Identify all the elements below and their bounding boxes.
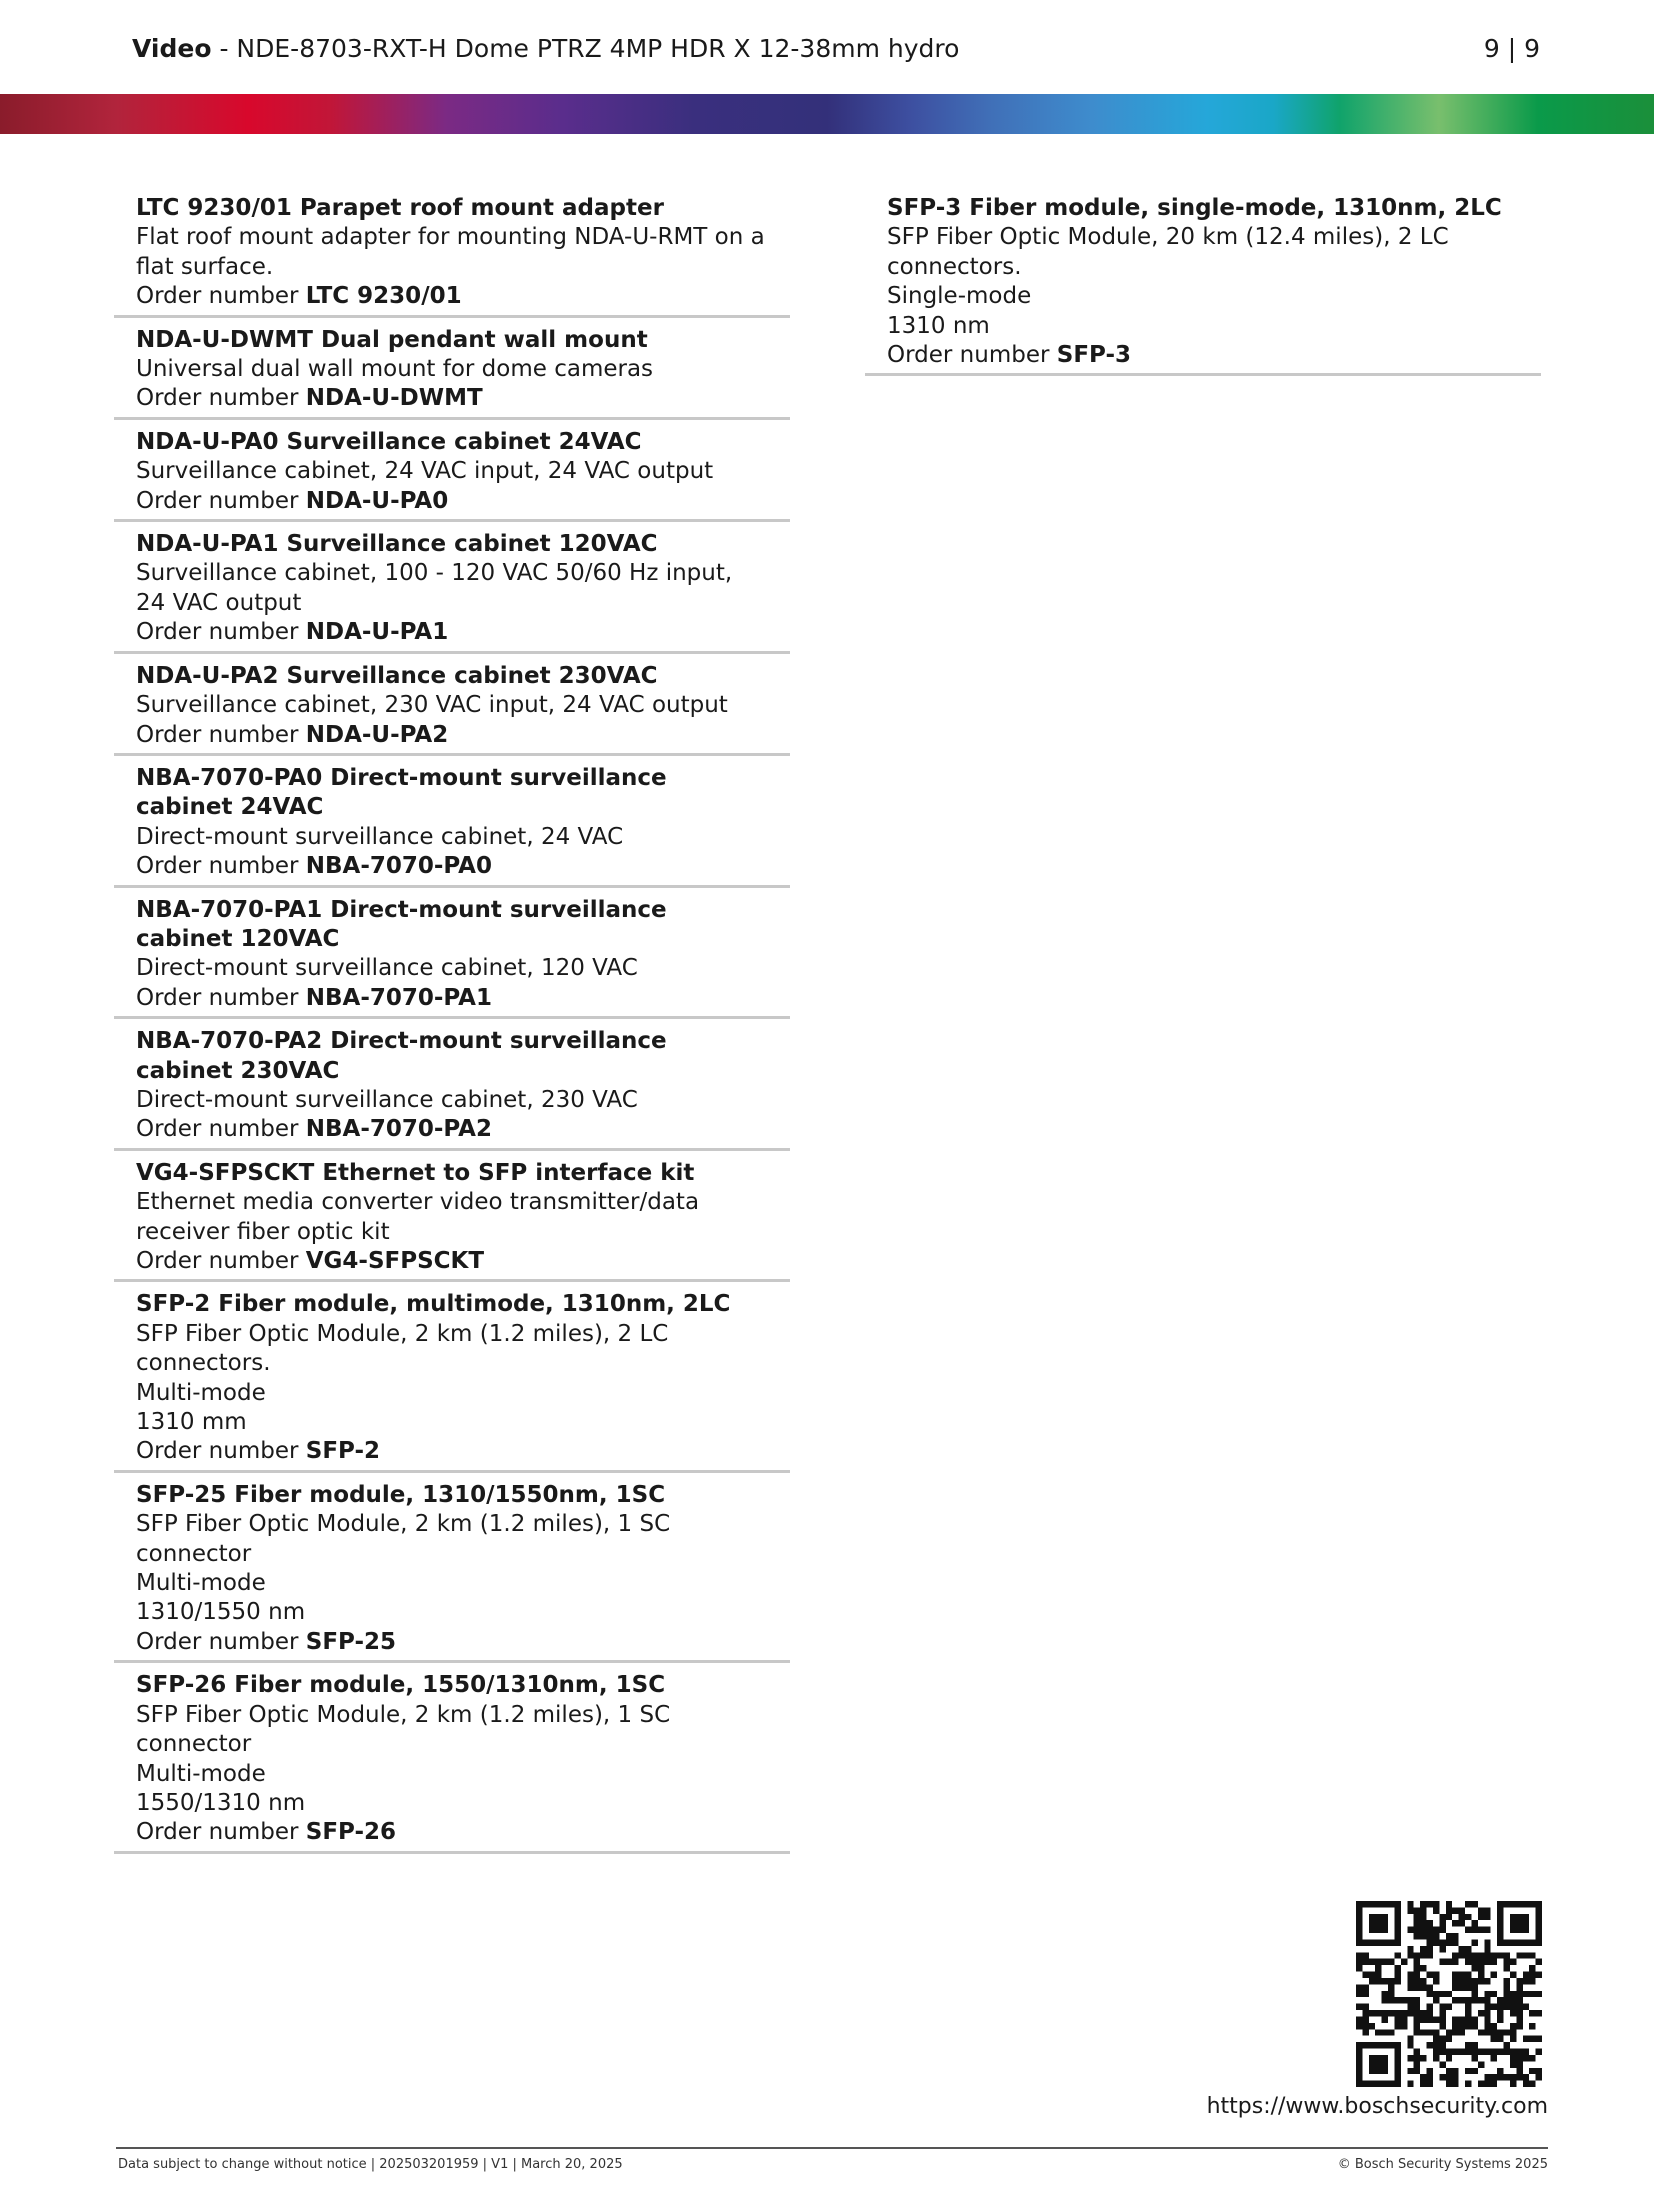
header-title: - NDE-8703-RXT-H Dome PTRZ 4MP HDR X 12-38mm hydro	[211, 34, 960, 63]
order-number	[136, 384, 768, 413]
order-number-label: Order number	[136, 283, 306, 310]
order-number	[136, 282, 768, 311]
accessory-description: Single-mode	[887, 283, 1032, 310]
order-number	[136, 1115, 768, 1144]
header-category: Video	[132, 34, 212, 63]
accessory-description: 1310 mm	[136, 1409, 247, 1436]
order-number	[136, 1818, 768, 1847]
footer-divider	[116, 2147, 1548, 2149]
order-number-value: LTC 9230/01	[305, 283, 462, 310]
accessory-description: Surveillance cabinet, 24 VAC input, 24 VAC output	[136, 458, 714, 485]
accessory-description: Direct-mount surveillance cabinet, 230 VAC	[136, 1086, 638, 1113]
order-number-label: Order number	[136, 487, 306, 514]
page-header	[132, 34, 1540, 74]
order-number-value: SFP-2	[305, 1438, 381, 1465]
order-number-label: Order number	[136, 853, 306, 880]
accessory-title: NDA-U-DWMT Dual pendant wall mount	[136, 326, 648, 353]
website-url[interactable]: https://www.boschsecurity.com	[1206, 2094, 1548, 2119]
order-number-value: NDA-U-PA2	[305, 721, 449, 748]
accessory-description: SFP Fiber Optic Module, 2 km (1.2 miles), 1 SC connector	[136, 1511, 671, 1567]
accessory-title: NDA-U-PA2 Surveillance cabinet 230VAC	[136, 662, 658, 689]
accessories-left-column	[114, 194, 790, 1862]
qr-code-icon	[1356, 1901, 1542, 2087]
footer-copyright: © Bosch Security Systems 2025	[1337, 2157, 1548, 2172]
order-number	[136, 1247, 768, 1276]
footer-notice: Data subject to change without notice | 202503201959 | V1 | March 20, 2025	[118, 2157, 623, 2172]
order-number-value: SFP-25	[305, 1628, 397, 1655]
accessory-description: SFP Fiber Optic Module, 2 km (1.2 miles), 1 SC connector	[136, 1701, 671, 1758]
accessory-item	[114, 428, 790, 522]
accessory-item	[114, 326, 790, 420]
order-number-value: NBA-7070-PA0	[305, 853, 492, 880]
order-number	[887, 341, 1519, 370]
accessory-item	[114, 662, 790, 756]
order-number	[136, 487, 768, 516]
order-number	[136, 852, 768, 881]
accessory-item	[114, 530, 790, 654]
accessory-description: Direct-mount surveillance cabinet, 24 VAC	[136, 823, 624, 850]
accessory-title: SFP-2 Fiber module, multimode, 1310nm, 2LC	[136, 1291, 731, 1318]
order-number	[136, 984, 768, 1013]
accessory-title: NBA-7070-PA2 Direct-mount surveillance cabinet 230VAC	[136, 1028, 667, 1084]
order-number-value: VG4-SFPSCKT	[305, 1248, 485, 1274]
order-number-value: SFP-26	[305, 1819, 397, 1846]
accessory-item	[114, 1159, 790, 1283]
order-number-label: Order number	[136, 1819, 306, 1846]
accessory-title: SFP-3 Fiber module, single-mode, 1310nm, 2LC	[887, 195, 1502, 221]
accessory-description: Surveillance cabinet, 100 - 120 VAC 50/60 Hz input, 24 VAC output	[136, 560, 733, 616]
accessory-title: NBA-7070-PA1 Direct-mount surveillance cabinet 120VAC	[136, 896, 667, 952]
accessory-description: Multi-mode	[136, 1570, 266, 1597]
accessory-item	[114, 1671, 790, 1853]
order-number-value: SFP-3	[1056, 342, 1132, 369]
accessory-title: NBA-7070-PA0 Direct-mount surveillance cabinet 24VAC	[136, 764, 667, 821]
order-number-label: Order number	[136, 385, 306, 412]
accessory-description: Multi-mode	[136, 1760, 266, 1787]
order-number-label: Order number	[136, 1438, 306, 1465]
accessory-title: SFP-26 Fiber module, 1550/1310nm, 1SC	[136, 1672, 666, 1699]
accessory-title: NDA-U-PA1 Surveillance cabinet 120VAC	[136, 531, 658, 558]
accessory-description: Universal dual wall mount for dome cameras	[136, 356, 654, 383]
accessory-description: SFP Fiber Optic Module, 20 km (12.4 miles), 2 LC connectors.	[887, 224, 1449, 280]
accessory-item	[114, 1027, 790, 1151]
accessory-description: Surveillance cabinet, 230 VAC input, 24 VAC output	[136, 692, 728, 719]
order-number-label: Order number	[136, 1248, 306, 1274]
accessory-description: Ethernet media converter video transmitter/data receiver fiber optic kit	[136, 1189, 700, 1245]
accessories-right-column	[865, 194, 1541, 384]
accessory-description: 1310/1550 nm	[136, 1599, 306, 1626]
order-number-label: Order number	[136, 619, 306, 646]
accessory-item	[114, 1290, 790, 1472]
accessory-title: SFP-25 Fiber module, 1310/1550nm, 1SC	[136, 1481, 666, 1508]
accessory-item	[114, 764, 790, 888]
accessory-item	[114, 896, 790, 1020]
accessory-description: 1310 nm	[887, 312, 990, 339]
accessory-description: Direct-mount surveillance cabinet, 120 VAC	[136, 955, 638, 982]
accessory-item	[865, 194, 1541, 376]
accessory-title: NDA-U-PA0 Surveillance cabinet 24VAC	[136, 428, 642, 455]
order-number-label: Order number	[136, 984, 306, 1011]
accessory-title: LTC 9230/01 Parapet roof mount adapter	[136, 195, 664, 221]
accessory-item	[114, 194, 790, 318]
accessory-item	[114, 1481, 790, 1663]
order-number-value: NDA-U-PA1	[305, 619, 449, 646]
accessory-title: VG4-SFPSCKT Ethernet to SFP interface kit	[136, 1159, 695, 1186]
order-number-value: NDA-U-PA0	[305, 487, 449, 514]
accessory-description: Flat roof mount adapter for mounting NDA-U-RMT on a flat surface.	[136, 224, 765, 280]
order-number-label: Order number	[136, 1628, 306, 1655]
accessory-description: SFP Fiber Optic Module, 2 km (1.2 miles), 2 LC connectors.	[136, 1320, 669, 1377]
order-number	[136, 721, 768, 750]
order-number	[136, 1628, 768, 1657]
order-number-label: Order number	[136, 721, 306, 748]
accessory-description: 1550/1310 nm	[136, 1789, 306, 1816]
order-number-label: Order number	[136, 1116, 306, 1143]
order-number-value: NBA-7070-PA1	[305, 984, 492, 1011]
page-number: 9 | 9	[1483, 34, 1540, 63]
order-number	[136, 1437, 768, 1466]
order-number-value: NDA-U-DWMT	[305, 385, 483, 412]
brand-color-bar	[0, 94, 1654, 134]
accessory-description: Multi-mode	[136, 1379, 266, 1406]
order-number-value: NBA-7070-PA2	[305, 1116, 492, 1143]
order-number-label: Order number	[887, 342, 1057, 369]
order-number	[136, 618, 768, 647]
